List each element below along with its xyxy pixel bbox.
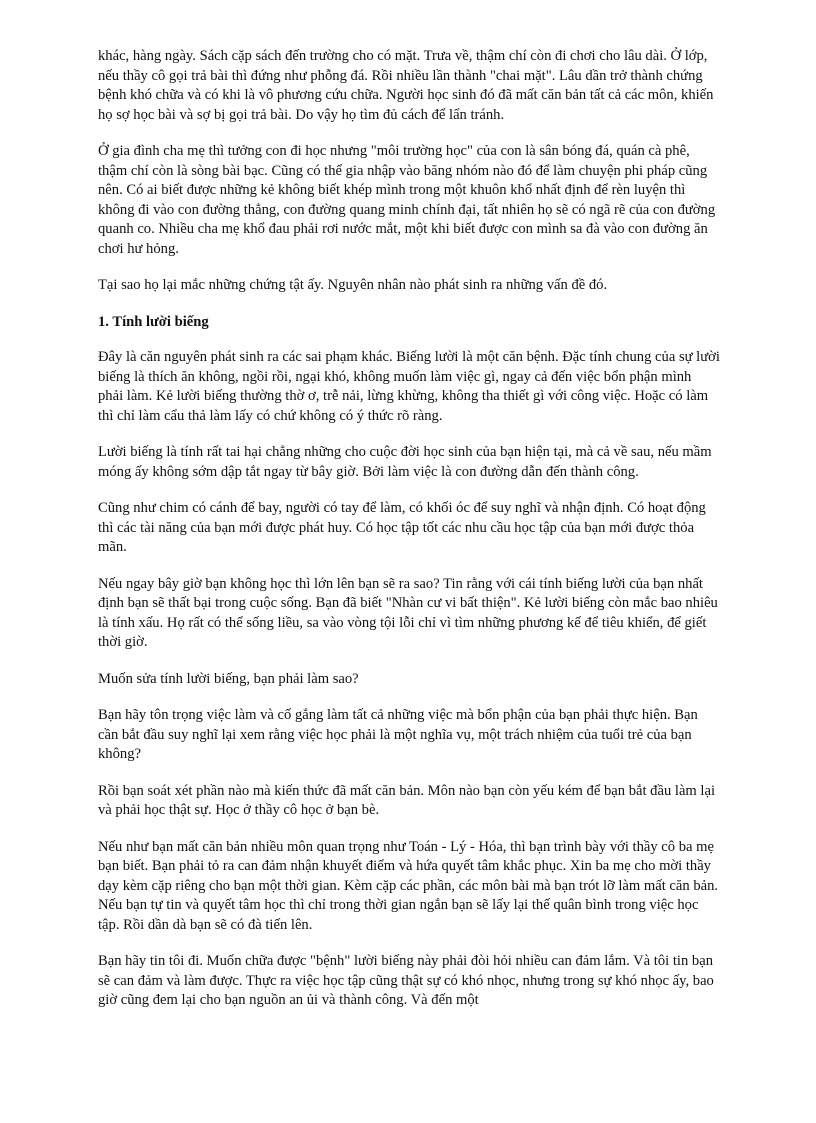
paragraph: Lười biếng là tính rất tai hại chẳng những cho cuộc đời học sinh của bạn hiện tại, mà cả về sau, nếu mầm móng ấy không sớm dập tắt ngay từ bây giờ. Bởi làm việc là con đường dẫn đến thành công. [98, 444, 712, 480]
paragraph: Nếu như bạn mất căn bản nhiều môn quan trọng như Toán - Lý - Hóa, thì bạn trình bày với thầy cô ba mẹ bạn biết. Bạn phải tỏ ra can đảm nhận khuyết điểm và hứa quyết tâm khắc phục. Xin ba mẹ cho mời thầy dạy kèm cặp riêng cho bạn một thời gian. Kèm cặp các phần, các môn bài mà bạn trót lỡ làm mất căn bản. Nếu bạn tự tin và quyết tâm học thì chỉ trong thời gian ngắn bạn sẽ lấy lại thế quân bình trong việc học tập. Rồi dần dà bạn sẽ có đà tiến lên. [98, 838, 719, 933]
paragraph: Muốn sửa tính lười biếng, bạn phải làm sao? [98, 670, 359, 687]
paragraph: Cũng như chim có cánh để bay, người có tay để làm, có khối óc để suy nghĩ và nhận định. Có hoạt động thì các tài năng của bạn mới được phát huy. Có học tập tốt các nhu cầu học tập của bạn mới được thỏa mãn. [98, 500, 706, 555]
paragraph: Bạn hãy tôn trọng việc làm và cố gắng làm tất cả những việc mà bổn phận của bạn phải thực hiện. Bạn cần bắt đầu suy nghĩ lại xem rằng việc học phải là một nghĩa vụ, một trách nhiệm của tuổi trẻ của bạn không? [98, 707, 698, 762]
paragraph: Ở gia đình cha mẹ thì tưởng con đi học nhưng "môi trường học" của con là sân bóng đá, quán cà phê, thậm chí còn là sòng bài bạc. Cũng có thể gia nhập vào băng nhóm nào đó để làm chuyện phi pháp cũng nên. Có ai biết được những kẻ không biết khép mình trong một khuôn khổ nhất định để rèn luyện thì không đi vào con đường thẳng, con đường quang minh chính đại, tất nhiên họ sẽ có ngã rẽ của con đường quanh co. Nhiều cha mẹ khổ đau phải rơi nước mắt, một khi biết được con mình sa đà vào con đường ăn chơi hư hỏng. [98, 143, 716, 257]
section-heading: 1. Tính lười biếng [98, 313, 209, 330]
document-page [98, 47, 720, 1028]
paragraph: Bạn hãy tin tôi đi. Muốn chữa được "bệnh" lười biếng này phải đòi hỏi nhiều can đảm lắm. Và tôi tin bạn sẽ can đảm và làm được. Thực ra việc học tập cũng thật sự có khó nhọc, nhưng trong sự khó nhọc ấy, bao giờ cũng đem lại cho bạn nguồn an ủi và thành công. Và đến một [98, 953, 714, 1008]
paragraph: Nếu ngay bây giờ bạn không học thì lớn lên bạn sẽ ra sao? Tin rằng với cái tính biếng lười của bạn nhất định bạn sẽ thất bại trong cuộc sống. Bạn đã biết "Nhàn cư vi bất thiện". Kẻ lười biếng còn mắc bao nhiêu là tính xấu. Họ rất có thể sống liều, sa vào vòng tội lỗi chỉ vì tìm những phương kế để tiêu khiển, để giết thời giờ. [98, 575, 718, 650]
paragraph: khác, hàng ngày. Sách cặp sách đến trường cho có mặt. Trưa về, thậm chí còn đi chơi cho lâu dài. Ở lớp, nếu thầy cô gọi trả bài thì đứng như phỗng đá. Rồi nhiều lần thành "chai mặt". Lâu dần trở thành chứng bệnh khó chữa và có khi là vô phương cứu chữa. Người học sinh đó đã mất căn bản tất cả các môn, khiến họ sợ học bài và sợ bị gọi trả bài. Do vậy họ tìm đủ cách để lẩn tránh. [98, 48, 714, 123]
paragraph: Đây là căn nguyên phát sinh ra các sai phạm khác. Biếng lười là một căn bệnh. Đặc tính chung của sự lười biếng là thích ăn không, ngồi rồi, ngại khó, không muốn làm việc gì, ngay cả đến việc bổn phận mình phải làm. Kẻ lười biếng thường thờ ơ, trễ nải, lừng khừng, không tha thiết gì với công việc. Hoặc có làm thì chỉ làm cẩu thả làm lấy có chứ không có ý thức rõ ràng. [98, 349, 720, 424]
paragraph: Tại sao họ lại mắc những chứng tật ấy. Nguyên nhân nào phát sinh ra những vấn đề đó. [98, 277, 608, 293]
paragraph: Rồi bạn soát xét phần nào mà kiến thức đã mất căn bản. Môn nào bạn còn yếu kém để bạn bắt đầu làm lại và phải học thật sự. Học ở thầy cô học ở bạn bè. [98, 782, 716, 818]
